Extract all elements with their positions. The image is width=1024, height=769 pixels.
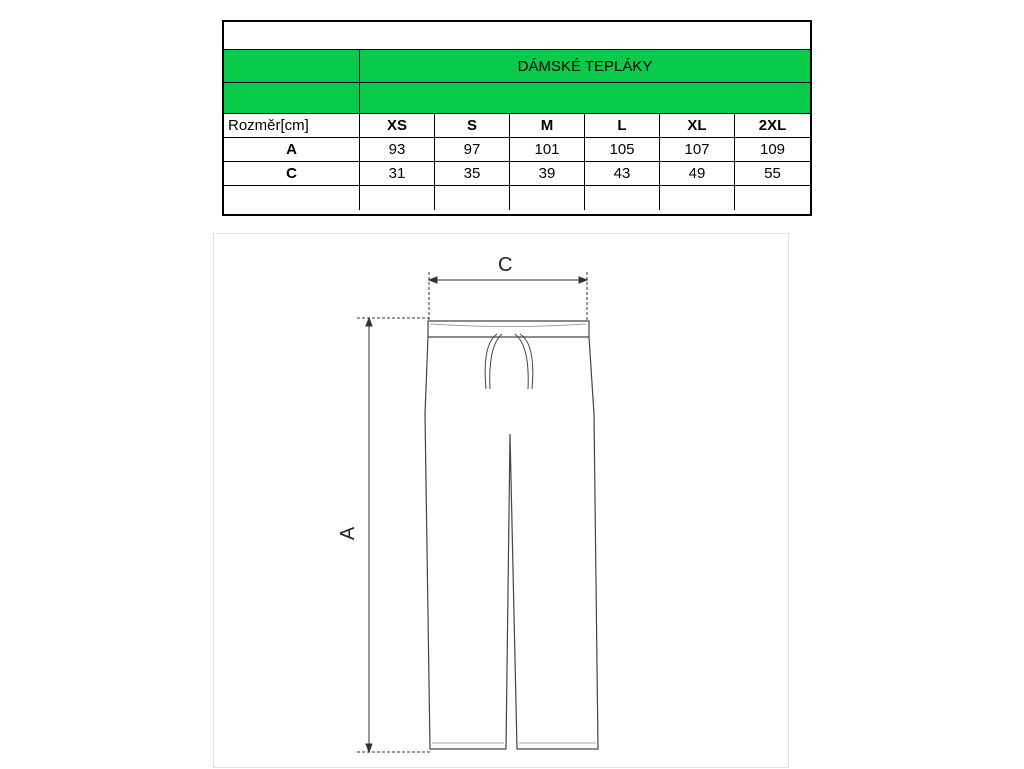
table-cell-empty bbox=[224, 186, 360, 210]
title-left-cell bbox=[224, 50, 360, 83]
row-label-a: A bbox=[224, 138, 360, 162]
table-cell: 97 bbox=[435, 138, 510, 162]
size-header-l: L bbox=[585, 114, 660, 138]
pants-diagram bbox=[213, 233, 789, 768]
size-header-s: S bbox=[435, 114, 510, 138]
size-header-2xl: 2XL bbox=[735, 114, 810, 138]
table-cell: 55 bbox=[735, 162, 810, 186]
table-cell: 35 bbox=[435, 162, 510, 186]
table-cell-empty bbox=[510, 186, 585, 210]
row-label-c: C bbox=[224, 162, 360, 186]
table-cell: 107 bbox=[660, 138, 735, 162]
table-cell: 109 bbox=[735, 138, 810, 162]
table-title: DÁMSKÉ TEPLÁKY bbox=[360, 50, 810, 83]
table-cell: 101 bbox=[510, 138, 585, 162]
table-cell: 43 bbox=[585, 162, 660, 186]
table-cell-empty bbox=[660, 186, 735, 210]
size-header-xs: XS bbox=[360, 114, 435, 138]
table-cell: 39 bbox=[510, 162, 585, 186]
table-cell: 93 bbox=[360, 138, 435, 162]
table-cell-empty bbox=[735, 186, 810, 210]
label-a: A bbox=[337, 526, 360, 541]
table-cell: 105 bbox=[585, 138, 660, 162]
label-c: C bbox=[498, 254, 513, 276]
a-dimension-line bbox=[357, 318, 432, 752]
pants-outline bbox=[425, 321, 598, 749]
table-top-empty-row bbox=[224, 22, 810, 50]
header-label: Rozměr[cm] bbox=[224, 114, 360, 138]
table-cell: 31 bbox=[360, 162, 435, 186]
table-cell-empty bbox=[360, 186, 435, 210]
green-left-cell bbox=[224, 83, 360, 114]
green-empty-cell bbox=[360, 83, 810, 114]
size-header-xl: XL bbox=[660, 114, 735, 138]
size-table bbox=[222, 20, 812, 216]
size-header-m: M bbox=[510, 114, 585, 138]
table-cell: 49 bbox=[660, 162, 735, 186]
pants-drawing bbox=[214, 234, 790, 769]
table-cell-empty bbox=[435, 186, 510, 210]
c-dimension-line bbox=[429, 272, 587, 320]
table-cell-empty bbox=[585, 186, 660, 210]
